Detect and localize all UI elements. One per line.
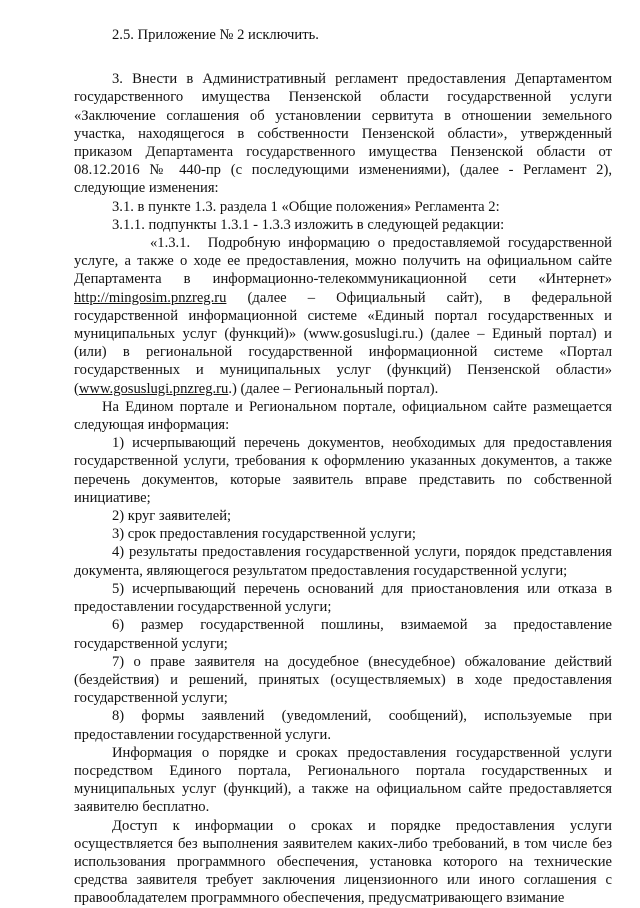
list-item-5: 5) исчерпывающий перечень оснований для приостановления или отказа в предоставлении государственной услуги;: [74, 580, 612, 616]
paragraph-3: 3. Внести в Административный регламент предоставления Департаментом государственного имущества Пензенской области государственной услуги «Заключение соглашения об установлении сервитута в отношении земельного участка, находящегося в собственности Пензенской области», утвержденный приказом Департамента государственного имущества Пензенской области от 08.12.2016 № 440-пр (с последующими изменениями), (далее - Регламент 2), следующие изменения:: [74, 71, 612, 197]
clause-text-c: .) (далее – Региональный портал).: [228, 380, 439, 397]
list-item-6: 6) размер государственной пошлины, взимаемой за предоставление государственной услуги;: [74, 617, 612, 652]
clause-number: «1.3.1.: [150, 235, 191, 252]
list-item-3: 3) срок предоставления государственной услуги;: [112, 526, 416, 543]
paragraph-2-5: 2.5. Приложение № 2 исключить.: [112, 27, 319, 43]
list-item-8: 8) формы заявлений (уведомлений, сообщений), используемые при предоставлении государственной услуги.: [74, 708, 612, 743]
paragraph-3-1-1: 3.1.1. подпункты 1.3.1 - 1.3.3 изложить в следующей редакции:: [112, 216, 505, 233]
list-item-1: 1) исчерпывающий перечень документов, необходимых для предоставления государственной услуги, требования к оформлению указанных документов, а также перечень документов, которые заявитель вправе представить по собственной инициативе;: [74, 435, 612, 506]
paragraph-1-3-1: [74, 234, 612, 398]
paragraph-info-intro: На Едином портале и Региональном портале, официальном сайте размещается следующая информация:: [74, 398, 612, 434]
list-item-4: 4) результаты предоставления государственной услуги, порядок представления документа, являющегося результатом предоставления государственной услуги;: [74, 544, 612, 579]
regional-portal-link[interactable]: www.gosuslugi.pnzreg.ru: [78, 380, 229, 397]
paragraph-access: Доступ к информации о сроках и порядке предоставления услуги осуществляется без выполнения заявителем каких-либо требований, в том числе без использования программного обеспечения, установка которого на технические средства заявителя требует заключения лицензионного или иного соглашения с правообладателем программного обеспечения, предусматривающего взимание: [74, 817, 612, 907]
paragraph-3-1: 3.1. в пункте 1.3. раздела 1 «Общие положения» Регламента 2:: [112, 198, 500, 215]
clause-text-b: (далее – Официальный сайт), в федеральной государственной информационной системе «Единый портал государственных и муниципальных услуг (функций)» (www.gosuslugi.ru.) (далее – Единый портал) и (или) в региональной государственной информационной системе «Портал государственных и муниципальных услуг (функций) Пензенской области» (: [74, 289, 612, 397]
paragraph-free-info: Информация о порядке и сроках предоставления государственной услуги посредством Единого портала, Регионального портала государственных и муниципальных услуг (функций), а также на официальном сайте предоставляется заявителю бесплатно.: [74, 744, 612, 816]
clause-text-a: Подробную информацию о предоставляемой государственной услуге, а также о ходе ее предоставления, можно получить на официальном сайте Департамента в информационно-телекоммуникационной сети «Интернет»: [74, 235, 612, 288]
list-item-7: 7) о праве заявителя на досудебное (внесудебное) обжалование действий (бездействия) и решений, принятых (осуществляемых) в ходе предоставления государственной услуги;: [74, 653, 612, 707]
official-site-link[interactable]: http://mingosim.pnzreg.ru: [74, 289, 227, 306]
document-page: [74, 26, 612, 908]
list-item-2: 2) круг заявителей;: [112, 508, 232, 525]
